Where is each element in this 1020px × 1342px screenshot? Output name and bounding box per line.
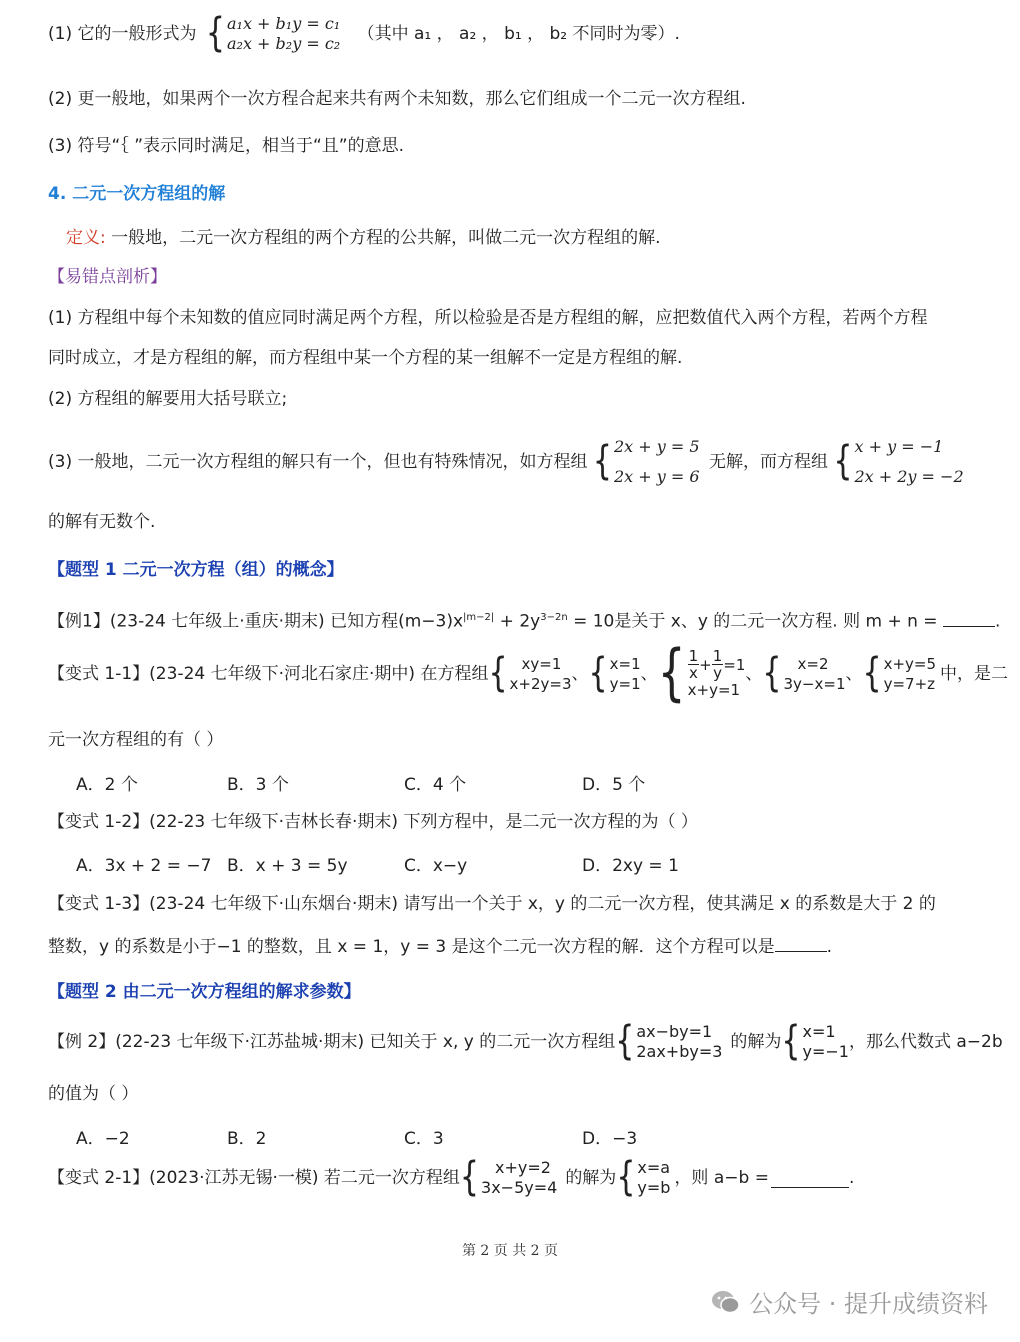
separator: 、 xyxy=(571,663,589,684)
example-1-text: + 2y xyxy=(494,611,541,632)
system-eq: 2x + y = 6 xyxy=(613,467,700,486)
option-d[interactable]: D．2xy = 1 xyxy=(582,856,679,876)
line-definition-2: (2) 更一般地，如果两个一次方程合起来共有两个未知数，那么它们组成一个二元一次方程组. xyxy=(48,89,746,109)
option-b[interactable]: B．2 xyxy=(227,1129,267,1149)
system-eq: x+y=2 xyxy=(495,1158,551,1177)
system-eq: x+2y=3 xyxy=(509,674,572,693)
brace: { xyxy=(592,437,612,485)
example-1-text: = 10是关于 x、y 的二元一次方程. 则 m + n = xyxy=(567,611,938,632)
brace: { xyxy=(657,637,686,709)
system-eq: 2x + y = 5 xyxy=(613,437,700,456)
variant-1-3a: 【变式 1-3】(23-24 七年级下·山东烟台·期末) 请写出一个关于 x，y 的二元一次方程，使其满足 x 的系数是大于 2 的 xyxy=(48,894,936,914)
pitfall-3-end: 的解有无数个. xyxy=(48,512,156,532)
candidate-system-2 xyxy=(588,649,641,697)
system-eq: x=2 xyxy=(797,654,829,673)
pitfall-2: (2) 方程组的解要用大括号联立; xyxy=(48,389,288,409)
option-d[interactable]: D．5 个 xyxy=(582,775,646,795)
variant-1-2: 【变式 1-2】(22-23 七年级下·吉林长春·期末) 下列方程中，是二元一次方程的为（ ） xyxy=(48,812,698,832)
system-eq: x+y=5 xyxy=(883,654,937,673)
system-eq: 2ax+by=3 xyxy=(636,1042,723,1061)
definition-text: 一般地，二元一次方程组的两个方程的公共解，叫做二元一次方程组的解. xyxy=(111,228,661,248)
example-1-text: 【例1】(23-24 七年级上·重庆·期末) 已知方程(m−3)x xyxy=(48,611,464,632)
option-d[interactable]: D．−3 xyxy=(582,1129,638,1149)
option-c[interactable]: C．3 xyxy=(404,1129,444,1149)
separator: 、 xyxy=(845,663,863,684)
system-eq: y=7+z xyxy=(883,674,936,693)
option-b[interactable]: B．3 个 xyxy=(227,775,289,795)
example-2-system xyxy=(615,1017,723,1065)
variant-2-1-suffix: ，则 a−b = xyxy=(674,1168,769,1188)
fraction: $\frac{1}{y}$ xyxy=(712,647,723,682)
system-eq: x=a xyxy=(637,1158,671,1177)
brace: { xyxy=(862,649,882,697)
system-eq: y=b xyxy=(637,1178,671,1197)
general-form-prefix: (1) 它的一般形式为 xyxy=(48,24,197,44)
answer-blank[interactable] xyxy=(943,608,995,627)
watermark xyxy=(711,1284,988,1319)
candidate-system-5 xyxy=(862,649,937,697)
system-eq: 3x−5y=4 xyxy=(481,1178,558,1197)
brace: { xyxy=(781,1017,801,1065)
brace: { xyxy=(762,649,782,697)
option-a[interactable]: A．3x + 2 = −7 xyxy=(76,856,212,876)
variant-2-1: 【变式 2-1】(2023·江苏无锡·一模) 若二元一次方程组 { x+y=2 3x−5y=4 的解为 { x=a y=b ，则 a−b = . xyxy=(48,1153,855,1201)
section-heading-4: 4. 二元一次方程组的解 xyxy=(48,184,226,204)
pitfall-1a: (1) 方程组中每个未知数的值应同时满足两个方程，所以检验是否是方程组的解，应把数值代入两个方程，若两个方程 xyxy=(48,308,928,328)
answer-blank[interactable] xyxy=(771,1169,849,1188)
answer-blank[interactable] xyxy=(775,933,827,952)
system-eq: x + y = −1 xyxy=(854,437,944,456)
option-c[interactable]: C．4 个 xyxy=(404,775,467,795)
pitfall-3 xyxy=(48,432,964,492)
system-eq: xy=1 xyxy=(521,654,562,673)
system-eq: x=1 xyxy=(609,654,641,673)
variant-1-1 xyxy=(48,637,1009,709)
variant-1-1-line2: 元一次方程组的有（ ） xyxy=(48,730,224,750)
pitfall-3-mid: 无解，而方程组 xyxy=(708,452,828,472)
example-2-prefix: 【例 2】(22-23 七年级下·江苏盐城·期末) 已知关于 x, y 的二元一次方程组 xyxy=(48,1032,616,1052)
option-a[interactable]: A．−2 xyxy=(76,1129,130,1149)
variant-2-1-mid: 的解为 xyxy=(565,1168,617,1188)
watermark-text: 公众号 · 提升成绩资料 xyxy=(749,1290,988,1318)
exponent: 3−2n xyxy=(540,612,568,623)
separator: 、 xyxy=(640,663,658,684)
variant-1-3b-text: 整数，y 的系数是小于−1 的整数，且 x = 1，y = 3 是这个二元一次方程的解．这个方程可以是 xyxy=(48,937,775,957)
variant-1-3b: 整数，y 的系数是小于−1 的整数，且 x = 1，y = 3 是这个二元一次方程的解．这个方程可以是 . xyxy=(48,933,832,959)
page-footer: 第 2 页 共 2 页 xyxy=(461,1243,559,1259)
separator: 、 xyxy=(745,663,763,684)
definition-line xyxy=(66,226,661,250)
period: . xyxy=(994,611,1001,632)
system-eq: y=−1 xyxy=(802,1042,849,1061)
general-form-note: （其中 a₁ ， a₂ ， b₁ ， b₂ 不同时为零）. xyxy=(357,24,680,44)
general-eq-1: a₁x + b₁y = c₁ xyxy=(226,14,341,33)
pitfall-1b: 同时成立，才是方程组的解，而方程组中某一个方程的某一组解不一定是方程组的解. xyxy=(48,348,683,368)
option-b[interactable]: B．x + 3 = 5y xyxy=(227,856,348,876)
general-form-system xyxy=(205,9,341,57)
candidate-system-4 xyxy=(762,649,846,697)
infinite-solution-system xyxy=(833,432,963,492)
wechat-icon xyxy=(711,1289,741,1315)
variant-2-1-solution xyxy=(616,1153,671,1201)
brace: { xyxy=(833,437,853,485)
example-2-solution xyxy=(781,1017,849,1065)
system-eq: y=1 xyxy=(609,674,641,693)
exponent: |m−2| xyxy=(463,612,495,623)
system-eq: 2x + 2y = −2 xyxy=(854,467,964,486)
variant-1-1-suffix: 中，是二 xyxy=(940,663,1009,684)
example-2-suffix: ，那么代数式 a−2b xyxy=(848,1032,1003,1052)
example-2-line2: 的值为（ ） xyxy=(48,1084,139,1104)
line-general-form xyxy=(48,9,680,57)
pitfall-3-prefix: (3) 一般地，二元一次方程组的解只有一个，但也有特殊情况，如方程组 xyxy=(48,452,588,472)
system-eq: x=1 xyxy=(802,1022,836,1041)
brace: { xyxy=(488,649,508,697)
fraction: $\frac{1}{x}$ xyxy=(688,647,699,682)
brace: { xyxy=(616,1153,636,1201)
pitfall-heading: 【易错点剖析】 xyxy=(48,267,167,287)
brace: { xyxy=(205,9,225,57)
brace: { xyxy=(615,1017,635,1065)
candidate-system-1 xyxy=(488,649,572,697)
example-1 xyxy=(48,606,1000,634)
variant-1-1-prefix: 【变式 1-1】(23-24 七年级下·河北石家庄·期中) 在方程组 xyxy=(48,663,489,684)
example-2 xyxy=(48,1017,1003,1065)
definition-label: 定义: xyxy=(66,228,106,248)
type-2-heading: 【题型 2 由二元一次方程组的解求参数】 xyxy=(48,982,361,1002)
system-eq: 3y−x=1 xyxy=(783,674,846,693)
option-c[interactable]: C．x−y xyxy=(404,856,468,876)
variant-2-1-prefix: 【变式 2-1】(2023·江苏无锡·一模) 若二元一次方程组 xyxy=(48,1168,460,1188)
general-eq-2: a₂x + b₂y = c₂ xyxy=(226,34,341,53)
reciprocal-equation: $\frac{1}{x}$ + $\frac{1}{y}$ =1 xyxy=(688,647,746,682)
system-eq: ax−by=1 xyxy=(636,1022,713,1041)
candidate-system-3 xyxy=(657,637,746,709)
example-2-mid: 的解为 xyxy=(730,1032,782,1052)
type-1-heading: 【题型 1 二元一次方程（组）的概念】 xyxy=(48,560,344,580)
variant-2-1-system xyxy=(459,1153,558,1201)
brace: { xyxy=(459,1153,480,1201)
brace: { xyxy=(588,649,608,697)
line-definition-3: (3) 符号“｛ ”表示同时满足，相当于“且”的意思. xyxy=(48,136,405,156)
system-eq: x+y=1 xyxy=(687,681,741,699)
option-a[interactable]: A．2 个 xyxy=(76,775,138,795)
no-solution-system xyxy=(593,432,700,492)
